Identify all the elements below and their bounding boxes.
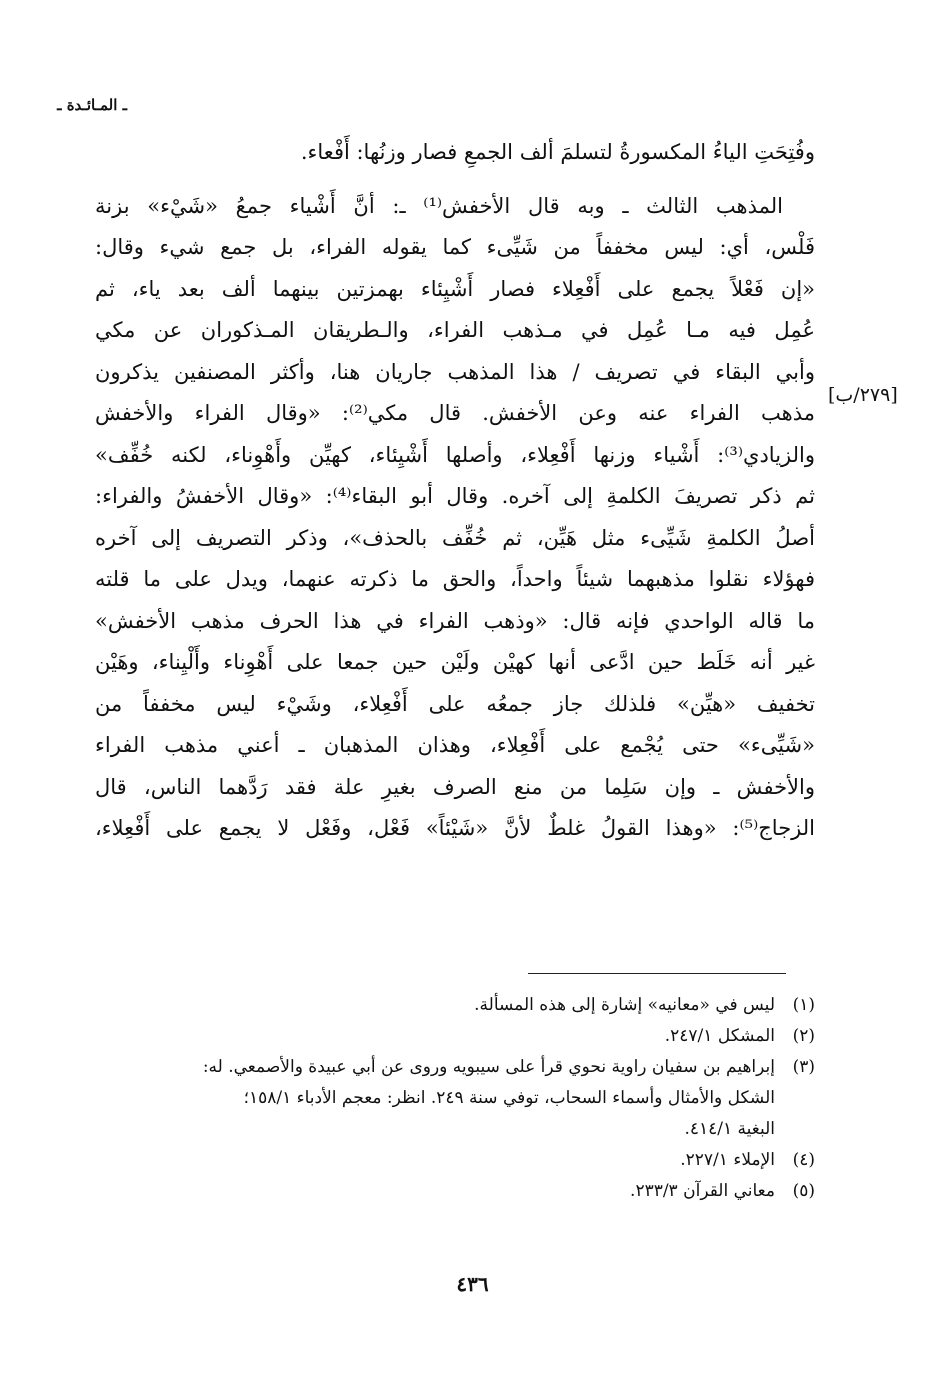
text-line: غير أنه خَلَط حين ادَّعى أنها كهيْن ولَيْن حين جمعا على أَهْوِناء وأَلْيِناء، وهَيْن [95,650,815,674]
footnotes [95,990,815,1207]
text-line: الزجاج⁽⁵⁾: «وهذا القولُ غلطٌ لأنَّ «شَيْئاً» فَعْل، وفَعْل لا يجمع على أَفْعِلاء، [95,816,815,840]
text-line: والزيادي⁽³⁾: أَشْياء وزنها أَفْعِلاء، وأصلها أَشْيِئاء، كهيِّن وأَهْوِناء، لكنه خُفِّف» [95,442,815,467]
footnote-number: (٢) [792,1026,815,1046]
text-line: ما قاله الواحدي فإنه قال: «وذهب الفراء في هذا الحرف مذهب الأخفش» [95,608,815,633]
footnote [95,1052,815,1145]
footnote-separator [528,973,786,974]
text-line: فَلْس، أي: ليس مخففاً من شَيِّىء كما يقوله الفراء، بل جمع شيء وقال: [95,235,815,259]
text-line: ثم ذكر تصريفَ الكلمةِ إلى آخره. وقال أبو البقاء⁽⁴⁾: «وقال الأخفشُ والفراء: [95,484,815,508]
footnote-number: (٤) [792,1150,815,1170]
running-header: ـ المـائـدة ـ [57,96,127,114]
text-line: وأبي البقاء في تصريف / هذا المذهب جاريان هنا، وأكثر المصنفين يذكرون [95,359,815,384]
text-line: والأخفش ـ وإن سَلِما من منع الصرف بغيرِ علة فقد رَدَّهما الناس، قال [95,774,815,799]
text-line: المذهب الثالث ـ وبه قال الأخفش⁽¹⁾ ـ: أنَّ أَشْياء جمعُ «شَيْء» بزنة [95,193,783,218]
footnote-continuation: البغية ٤١٤/١. [684,1119,775,1139]
footnote [95,990,815,1021]
text-line: «إن فَعْلاً يجمع على أَفْعِلاء فصار أَشْيِئاء بهمزتين بينهما ألف بعد ياء، ثم [95,276,815,301]
footnote-text: الإملاء ٢٢٧/١. [680,1150,775,1170]
manuscript-folio-reference: [٢٧٩/ب] [828,384,898,406]
footnote [95,1176,815,1207]
text-line: فهؤلاء نقلوا مذهبهما شيئاً واحداً، والحق ما ذكرته عنهما، ويدل على ما قلته [95,567,815,591]
text-line: «شَيِّىء» حتى يُجْمع على أَفْعِلاء، وهذان المذهبان ـ أعني مذهب الفراء [95,733,815,757]
page-number: ٤٣٦ [456,1272,489,1296]
footnote-text: معاني القرآن ٢٣٣/٣. [630,1181,775,1201]
footnote-continuation: الشكل والأمثال وأسماء السحاب، توفي سنة ٢٤٩. انظر: معجم الأدباء ١٥٨/١؛ [243,1088,775,1108]
text-line: وفُتِحَتِ الياءُ المكسورةُ لتسلمَ ألف الجمعِ فصار وزنُها: أَفْعاء. [300,140,815,164]
footnote-number: (٥) [792,1181,815,1201]
footnote-number: (١) [792,995,815,1015]
footnote [95,1021,815,1052]
main-text [95,132,815,850]
footnote-text: إبراهيم بن سفيان راوية نحوي قرأ على سيبويه وروى عن أبي عبيدة والأصمعي. له: [202,1057,775,1077]
footnote-number: (٣) [792,1057,815,1077]
text-line: أصلُ الكلمةِ شَيِّىء مثل هَيِّن، ثم خُفِّف بالحذف»، وذكر التصريف إلى آخره [95,525,815,550]
text-line: تخفيف «هيِّن» فلذلك جاز جمعُه على أَفْعِلاء، وشَيْء ليس مخففاً من [95,691,815,716]
footnote-text: ليس في «معانيه» إشارة إلى هذه المسألة. [474,995,775,1015]
footnote [95,1145,815,1176]
footnote-text: المشكل ٢٤٧/١. [664,1026,775,1046]
text-line: عُمِل فيه مـا عُمِل في مـذهب الفراء، والـطريقان المـذكوران عن مكي [95,318,815,342]
text-line: مذهب الفراء عنه وعن الأخفش. قال مكي⁽²⁾: «وقال الفراء والأخفش [95,401,815,425]
